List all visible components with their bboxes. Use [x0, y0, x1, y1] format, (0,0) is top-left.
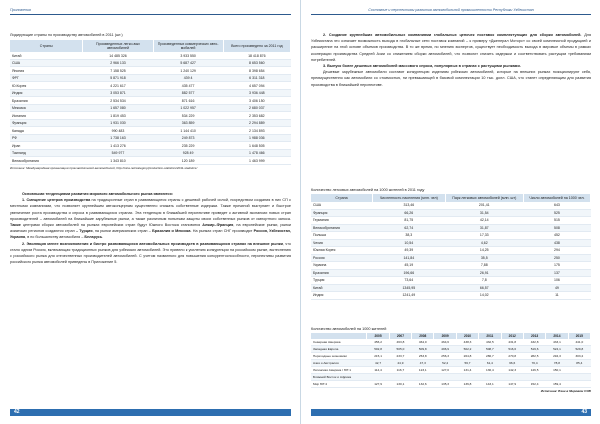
table-cell: Украина [311, 262, 372, 270]
table-cell: 1 478 466 [223, 149, 290, 157]
table-cell: Великобритания [10, 157, 83, 165]
header-cell: 2010 [456, 333, 478, 339]
table-cell: 143,1 [479, 381, 501, 388]
table-row [10, 127, 291, 135]
table-cell: 250 [523, 254, 590, 262]
text-run: Россия, Узбекистан, Украина [10, 229, 291, 240]
table-cell: 2 134 893 [223, 127, 290, 135]
table-row [10, 157, 291, 165]
table-cell: 150,1 [546, 367, 568, 374]
table-cell: 524,1 [546, 346, 568, 353]
table-cell: Канада [10, 127, 83, 135]
table-cell: 529,8 [568, 346, 590, 353]
table-cell: Таиланд [10, 149, 83, 157]
text-run: Основными тенденциями развития мирового автомобильного рынка являются: [22, 192, 173, 196]
table-row [311, 239, 591, 247]
table-cell: Япония [10, 67, 83, 75]
table-cell: 3 933 550 [153, 52, 223, 59]
table-cell: 508 [523, 224, 590, 232]
table-cell: 201,41 [445, 202, 523, 209]
table-row [311, 346, 591, 353]
table-cell [568, 374, 590, 381]
text-run: Также [10, 223, 21, 228]
table-row [311, 381, 591, 388]
table-cell: 303,2 [568, 353, 590, 360]
table-cell: 5 871 918 [83, 74, 153, 82]
table-cell: 159,4 [546, 381, 568, 388]
text-run: 2. Эволюция менее возникновения и бистро развивающихся автомобильных производств в развивающихся странах на внешние рынки [22, 241, 283, 246]
table-cell: 136,4 [479, 367, 501, 374]
table-cell: Южная Корея [311, 247, 372, 255]
table-cell: 4 221 617 [83, 82, 153, 90]
table-row [10, 112, 291, 120]
table-cell: 137 [523, 269, 590, 277]
right-header-rule [311, 14, 591, 15]
table-cell: 463,8 [389, 339, 411, 346]
table-cell: Китай [10, 52, 83, 59]
table-row [311, 262, 591, 270]
table-cell [479, 374, 501, 381]
table-cell: Азия и Австралия [311, 360, 367, 367]
table-cell: 18 418 876 [223, 52, 290, 59]
table-cell: Ю.Корея [10, 82, 83, 90]
table-cell: 35,5 [445, 254, 523, 262]
table-row [10, 149, 291, 157]
table-cell: 4,62 [445, 239, 523, 247]
table-cell: 7 158 525 [83, 67, 153, 75]
table-cell: 147,9 [501, 381, 523, 388]
table-cell: Китай [311, 284, 372, 292]
table-cell: 431,8 [501, 339, 523, 346]
table-cell: 49,39 [372, 247, 445, 255]
table-row [311, 232, 591, 240]
table-cell: 2 534 534 [83, 97, 153, 105]
table-row [311, 292, 591, 300]
table-row [311, 209, 591, 217]
header-cell: 2009 [434, 333, 456, 339]
text-run: 2. Создание крупнейших автомобильных компаниями глобальных цепочек поставок комплектующих для сборки автомобилей. [323, 33, 582, 37]
cars-per-capita-table [311, 194, 591, 300]
table-cell: 3 053 871 [83, 89, 153, 97]
table-cell: 7,88 [445, 262, 523, 270]
table-cell: Польша [311, 232, 372, 240]
table-cell [434, 374, 456, 381]
left-header-rule [10, 14, 291, 15]
table-cell: 270,8 [501, 353, 523, 360]
table-cell: Испания [10, 112, 83, 120]
paragraph [311, 32, 591, 63]
table-row [10, 142, 291, 150]
table-cell [456, 374, 478, 381]
table-cell: 515 [523, 217, 590, 225]
text-run: Для Узбекистана это означает возможность выхода в глобальные сети поставок компаний – к примеру «Дженерал Моторс» со своей комплексной продукцией и расширение на этой основе объемов производства. В то же время, по мнению экспертов, существует необходимость выхода в мировые объемы в рамках кооперации производства Средней Азии со снижением сборки автомобилей, что позволит снизить издержки и соответствовать растущим требованиям потребителей. [311, 33, 591, 62]
text-run: Бразилия и Мексика [152, 229, 191, 234]
table-row [10, 89, 291, 97]
table-cell: 282,5 [523, 353, 545, 360]
table-cell: 1 738 163 [83, 134, 153, 142]
cars-per-capita-table-block [311, 188, 591, 300]
table-cell [367, 374, 389, 381]
right-body-text [311, 32, 591, 88]
right-running-title: Состояние и перспективы развития автомобильной промышленности Республики Узбекистан [368, 8, 534, 12]
table-cell: 120 189 [153, 157, 223, 165]
table-cell: ФРГ [10, 74, 83, 82]
table-cell: 1 343 810 [83, 157, 153, 165]
table-cell: 44,9 [389, 360, 411, 367]
table-cell: 990 483 [83, 127, 153, 135]
table-cell: Турция [311, 277, 372, 285]
table-cell: 62,74 [372, 224, 445, 232]
table-cell: 363 859 [153, 119, 223, 127]
table-cell: 505,0 [389, 346, 411, 353]
table-cell: 253,8 [412, 353, 434, 360]
table-row [10, 104, 291, 112]
table-cell: 286,7 [479, 353, 501, 360]
table-cell: Чехия [311, 239, 372, 247]
table-cell: 175 [523, 262, 590, 270]
production-table-caption: Лидирующие страны по производству автомобилей в 2011 (шт.) [10, 33, 123, 37]
table-cell [412, 374, 434, 381]
table-cell: 2 353 682 [223, 112, 290, 120]
production-table-block [10, 33, 291, 170]
text-run: – Турция [75, 229, 93, 234]
table-cell: 1 144 410 [153, 127, 223, 135]
table-cell: 8 398 654 [223, 67, 290, 75]
table-cell: 132,6 [412, 381, 434, 388]
header-cell: 2011 [479, 333, 501, 339]
table-cell: 70,4 [523, 360, 545, 367]
text-run: Дешевые зарубежные автомобили составят конкуренцию изделиям узбекских автомобилей, которые на внешних рынках позиционируют себя, преимущественно как автомобили со стоимостью, ни превышающей в базовой комплектации 10 тыс. долл. США, что станет определяющим для развития производства в ближайшей перспективе. [311, 70, 591, 87]
table-cell: 130,1 [389, 381, 411, 388]
cars-per-1000-table [311, 333, 591, 388]
right-footer-bar [311, 409, 591, 416]
left-body-text [10, 191, 291, 265]
table-cell [568, 381, 590, 388]
table-cell: 17,33 [445, 232, 523, 240]
text-run: . На рынках стран СНГ производят [190, 229, 254, 234]
table-cell: 235 229 [153, 142, 223, 150]
header-cell: Страна [311, 194, 372, 202]
table-cell: Россия [311, 254, 372, 262]
header-cell: 2005 [367, 333, 389, 339]
table-cell: РФ [10, 134, 83, 142]
table-row [10, 119, 291, 127]
table-cell: 131,4 [456, 367, 478, 374]
header-cell: Парк легковых автомобилей (млн. шт) [445, 194, 523, 202]
table-cell: 31,87 [445, 224, 523, 232]
table-cell: 81,75 [372, 217, 445, 225]
table-row [311, 202, 591, 209]
table-cell: 85,4 [568, 360, 590, 367]
header-cell: Всего произведено за 2011 год [223, 40, 290, 52]
table-cell: 11 [523, 292, 590, 300]
table-cell: 136,8 [456, 381, 478, 388]
table-row [311, 367, 591, 374]
table-cell: Бразилия [311, 269, 372, 277]
table-cell [523, 374, 545, 381]
table-cell: 456,2 [367, 339, 389, 346]
header-cell: Страны [10, 40, 83, 52]
table-row [311, 284, 591, 292]
right-page [300, 0, 600, 424]
table-cell: 516,6 [501, 346, 523, 353]
table-row [311, 277, 591, 285]
cars-per-1000-table-block [311, 327, 591, 393]
table-cell: 142,3 [501, 367, 523, 374]
table-cell: 508,7 [479, 346, 501, 353]
text-run: , что стало одним Россия, включающая традиционных рынков для узбекских автомобилей. Это привело к усилению конкуренции на российском рынке, вытеснению с российского рынка для отечественных производителей автомобилей. С учетом названного для повышения конкурентоспособности, перспективы развития российского рынка автомобилей приведены в Приложение 5. [10, 241, 291, 265]
production-table [10, 40, 291, 165]
cars-per-1000-source: Источник: Бэнк в Мировом ОЭБ [540, 389, 591, 393]
table-cell: 73,64 [372, 277, 445, 285]
table-cell: 14 485 326 [83, 52, 153, 59]
left-footer-bar [10, 409, 291, 416]
header-cell: Численность населения (млн. чел) [372, 194, 445, 202]
table-row [311, 374, 591, 381]
table-cell: Великобритания [311, 224, 372, 232]
header-cell: 2013 [523, 333, 545, 339]
table-cell: 5 687 427 [153, 59, 223, 67]
table-cell: 1 819 453 [83, 112, 153, 120]
table-cell: 249 873 [153, 134, 223, 142]
table-cell: Индия [311, 292, 372, 300]
text-run: . [102, 235, 104, 240]
table-cell: 66,26 [372, 209, 445, 217]
header-cell: 2015 [568, 333, 590, 339]
table-cell [546, 374, 568, 381]
table-cell: 439 4 [153, 74, 223, 82]
table-cell: 432,5 [479, 339, 501, 346]
table-cell: 61,4 [479, 360, 501, 367]
text-run: , на рынки американских стран – [92, 229, 153, 234]
table-cell: 871 616 [153, 97, 223, 105]
table-cell: Германия [311, 217, 372, 225]
cars-per-capita-caption: Количество легковых автомобилей на 1000 жителей в 2011 году [311, 188, 425, 192]
table-cell: 114,4 [367, 367, 389, 374]
table-cell: 496,9 [434, 346, 456, 353]
table-cell: 1 463 999 [223, 157, 290, 165]
table-cell: 928 49 [153, 149, 223, 157]
table-cell: 534 229 [153, 112, 223, 120]
table-cell: 14,02 [445, 292, 523, 300]
table-cell: Франция [311, 209, 372, 217]
table-cell: 441,0 [568, 339, 590, 346]
header-cell: 2008 [412, 333, 434, 339]
production-table-header [10, 40, 291, 52]
table-cell: 66,6 [501, 360, 523, 367]
table-cell: Иран [10, 142, 83, 150]
cars-per-1000-caption: Количество автомобилей на 1000 жителей [311, 327, 387, 331]
table-cell: 66,57 [445, 284, 523, 292]
table-cell: 196,66 [372, 269, 445, 277]
table-cell: 52,4 [434, 360, 456, 367]
table-cell: Франция [10, 119, 83, 127]
table-cell: 1 931 030 [83, 119, 153, 127]
table-cell: 464,0 [412, 339, 434, 346]
table-cell: 135,3 [434, 381, 456, 388]
header-cell: 2014 [546, 333, 568, 339]
table-cell: 127,0 [434, 367, 456, 374]
header-cell: 2007 [389, 333, 411, 339]
table-row [10, 67, 291, 75]
table-cell: 519,6 [523, 346, 545, 353]
table-cell: США [311, 202, 372, 209]
table-cell: 2 680 037 [223, 104, 290, 112]
header-cell: 2012 [501, 333, 523, 339]
right-page-number: 43 [581, 409, 587, 415]
table-cell: 1 648 505 [223, 142, 290, 150]
table-cell: 14,25 [445, 247, 523, 255]
table-cell [389, 374, 411, 381]
table-cell: Западная Европа [311, 346, 367, 353]
text-run: , в по большинству автомобиля – [25, 235, 85, 240]
table-cell: 438,3 [456, 339, 478, 346]
table-row [311, 353, 591, 360]
table-cell: 123,1 [412, 367, 434, 374]
table-cell: 3 936 448 [223, 89, 290, 97]
table-cell: Переходные экономики [311, 353, 367, 360]
table-cell: 452 [523, 232, 590, 240]
table-row [10, 52, 291, 59]
table-cell: 47,3 [412, 360, 434, 367]
table-row [10, 59, 291, 67]
left-page-number: 42 [14, 409, 20, 415]
table-cell: 45,19 [372, 262, 445, 270]
left-running-title: Приложения [10, 8, 31, 12]
table-cell: 882 577 [153, 89, 223, 97]
table-cell: Мир ЮТ.4 [311, 381, 367, 388]
table-cell: 3 406 150 [223, 97, 290, 105]
text-run: 1. Смещение центров производства [22, 198, 91, 203]
paragraph [311, 69, 591, 88]
table-row [311, 224, 591, 232]
table-cell: 313,46 [372, 202, 445, 209]
table-cell [501, 374, 523, 381]
table-row [10, 82, 291, 90]
table-cell: 294,3 [546, 353, 568, 360]
table-cell: 502,2 [456, 346, 478, 353]
table-cell: 6 311 318 [223, 74, 290, 82]
paragraph [10, 197, 291, 240]
table-cell: 2 966 133 [83, 59, 153, 67]
table-cell: 1 413 276 [83, 142, 153, 150]
table-cell: 152,4 [523, 381, 545, 388]
table-cell: 1 022 957 [153, 104, 223, 112]
table-row [311, 247, 591, 255]
table-cell: 26,91 [445, 269, 523, 277]
text-run: 3. Выпуск более дешевых автомобилей массового спроса, популярных в странах с растущими рынками. [323, 64, 521, 69]
table-row [311, 254, 591, 262]
table-cell: 433,1 [546, 339, 568, 346]
cars-per-capita-header [311, 194, 591, 202]
table-cell: 49 [523, 284, 590, 292]
table-cell: 432,8 [523, 339, 545, 346]
table-row [10, 74, 291, 82]
table-row [311, 360, 591, 367]
table-cell: 215,1 [367, 353, 389, 360]
table-cell: 549 977 [83, 149, 153, 157]
table-cell: Индия [10, 89, 83, 97]
table-cell: США [10, 59, 83, 67]
table-cell: 2 294 889 [223, 119, 290, 127]
table-cell: 438 [523, 239, 590, 247]
text-run: Беларусь [84, 235, 103, 240]
table-cell: Мексика [10, 104, 83, 112]
table-cell: 464,6 [434, 339, 456, 346]
table-cell: 509,8 [412, 346, 434, 353]
header-cell: Произведенных коммерческих авто-мобилей [153, 40, 223, 52]
table-cell: 264,8 [456, 353, 478, 360]
table-cell: 127,9 [367, 381, 389, 388]
table-cell: 38,3 [372, 232, 445, 240]
table-cell: 78,8 [546, 360, 568, 367]
header-cell: Произведенных легко-вых автомобилей [83, 40, 153, 52]
table-cell: 8 653 560 [223, 59, 290, 67]
table-cell: Ближний Восток и Африка [311, 374, 367, 381]
table-cell: 1241,49 [372, 292, 445, 300]
table-cell: 435 477 [153, 82, 223, 90]
table-row [311, 217, 591, 225]
table-cell: Северная Америка [311, 339, 367, 346]
table-cell: Латинская Америка / ЮТ.1 [311, 367, 367, 374]
table-cell: 1 240 129 [153, 67, 223, 75]
table-cell: 4 657 094 [223, 82, 290, 90]
table-cell: 42,14 [445, 217, 523, 225]
table-cell: 1345,95 [372, 284, 445, 292]
table-cell: 256,3 [434, 353, 456, 360]
production-table-source: Источник: Международная организация производителей автомобилей, http://oica.net/category/production-statistics/2011-statistics/ [10, 165, 198, 170]
table-cell: 233,7 [389, 353, 411, 360]
table-row [311, 269, 591, 277]
paragraph [10, 241, 291, 266]
text-run: Алжир–Франция [202, 223, 234, 228]
table-cell: 116,7 [389, 367, 411, 374]
table-cell: 10,54 [372, 239, 445, 247]
table-cell: 56,7 [456, 360, 478, 367]
table-cell: Бразилия [10, 97, 83, 105]
text-run: на традиционные стран в развивающиеся страны с дешевой рабочей силой, посредством создания в них СП с местными компаниями, что позволяет крупнейшим автоконцернам существенно снижать собственные издержки. Также причиной выступает и быстрое увеличение роста производства и спроса в развивающихся странах. Эта тенденция в ближайшей перспективе приведет к активной экспансии новых стран производителей – автомобилей на ближайшие зарубежные рынки, а также различным попыткам защиты своих собственных рынков от импортного заноса. [10, 198, 291, 221]
table-row [10, 97, 291, 105]
text-run: , на европейские рынки, рынки азиатских регионов создаются стран [10, 223, 291, 234]
table-cell: 146,5 [523, 367, 545, 374]
table-cell: 42,7 [367, 360, 389, 367]
header-cell: Число автомобилей на 1000 чел. [523, 194, 590, 202]
table-cell: 294 [523, 247, 590, 255]
table-cell: 106 [523, 277, 590, 285]
table-cell: 31,54 [445, 209, 523, 217]
table-cell: 1 657 080 [83, 104, 153, 112]
table-row [10, 134, 291, 142]
table-cell: 141,84 [372, 254, 445, 262]
table-cell: 1 988 036 [223, 134, 290, 142]
table-cell: 7,8 [445, 277, 523, 285]
table-cell: 502,8 [367, 346, 389, 353]
table-cell: 525 [523, 209, 590, 217]
table-cell [568, 367, 590, 374]
text-run: центрами сборки автомобилей на рынках европейских стран будут Южного Востока становятся [20, 223, 203, 228]
table-cell: 643 [523, 202, 590, 209]
